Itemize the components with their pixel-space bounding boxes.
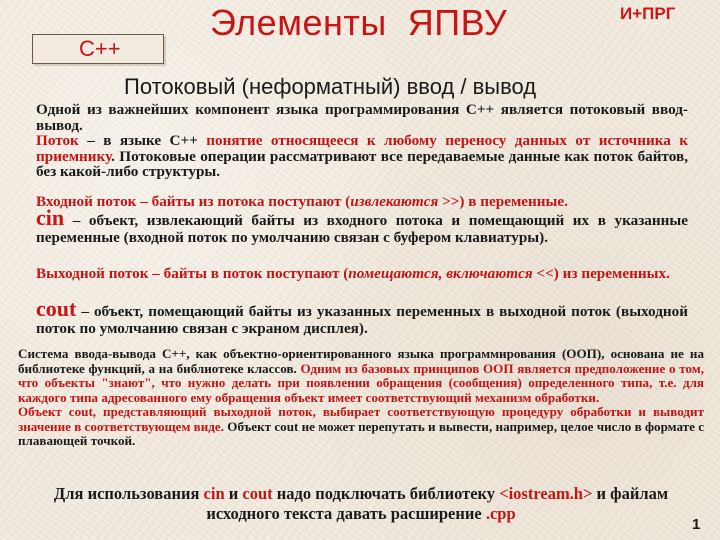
system-paragraph — [18, 347, 704, 449]
footer-and: и — [224, 484, 243, 503]
cout-keyword: cout — [36, 296, 77, 321]
input-stream-text: Входной поток – байты из потока поступают ( — [36, 193, 351, 210]
language-label-box: С++ — [32, 34, 164, 64]
system-red-text: Одним из базовых принципов ООП является предположение о том, что объекты "знают", что нужно делать при появлении обращения (сообщения) определенного типа, т.е. для каждого типа адресованного ему обращения объект имеет соответствующий механизм обработки. — [18, 360, 704, 405]
output-stream-line — [36, 266, 688, 282]
object-red-text: Объект cout, представляющий выходной поток, выбирает соответствующую процедуру обработки и выводит значение в соответствующем виде. — [18, 404, 704, 434]
cin-text: – объект, извлекающий байты из входного потока и помещающий их в указанные переменные (входной поток по умолчанию связан с буфером клавиатуры). — [36, 212, 688, 246]
cin-paragraph — [36, 205, 688, 246]
org-label: И+ПРГ — [620, 4, 676, 23]
intro-paragraph — [36, 102, 688, 180]
input-stream-tail: >>) в переменные. — [438, 193, 568, 210]
stream-def-mid: – в языке С++ — [78, 132, 207, 149]
footer-lib: <iostream.h> — [499, 484, 593, 503]
cin-keyword: cin — [36, 205, 65, 230]
system-black-text: Система ввода-вывода С++, как объектно-ориентированного языка программирования (ООП), основана не на библиотеке функций, а на библиотеке классов. — [18, 346, 704, 376]
object-black-text: Объект cout не может перепутать и вывести, например, целое число в формате с плавающей точкой. — [18, 418, 705, 448]
input-stream-italic: извлекаются — [350, 193, 439, 210]
slide-subtitle: Потоковый (неформатный) ввод / вывод — [124, 74, 537, 99]
stream-def-tail: . Потоковые операции рассматривают все передаваемые данные как поток байтов, без какой-либо структуры. — [36, 147, 688, 180]
output-stream-text: Выходной поток – байты в поток поступают ( — [36, 265, 349, 282]
footer-cin: cin — [203, 484, 225, 503]
footer-text-3: и файлам исходного текста давать расширение — [206, 484, 669, 523]
footer-cout: cout — [242, 484, 273, 503]
stream-term: Поток — [36, 132, 79, 149]
footer-text-1: Для использования — [53, 484, 204, 503]
intro-line: Одной из важнейших компонент языка программирования С++ является потоковый ввод-вывод. — [36, 101, 688, 134]
stream-def-red: понятие относящееся к любому переносу данных от источника к приемнику — [36, 132, 688, 165]
slide-title: Элементы ЯПВУ — [210, 2, 508, 43]
footer-note — [18, 484, 704, 524]
cout-paragraph — [36, 296, 688, 337]
footer-ext: .cpp — [485, 504, 516, 523]
input-stream-line — [36, 194, 688, 210]
footer-text-2: надо подключать библиотеку — [272, 484, 500, 503]
output-stream-tail: <<) из переменных. — [532, 265, 670, 282]
cout-text: – объект, помещающий байты из указанных переменных в выходной поток (выходной поток по умолчанию связан с экраном дисплея). — [36, 303, 688, 337]
page-number: 1 — [692, 516, 701, 533]
output-stream-italic: помещаются, включаются — [348, 265, 533, 282]
